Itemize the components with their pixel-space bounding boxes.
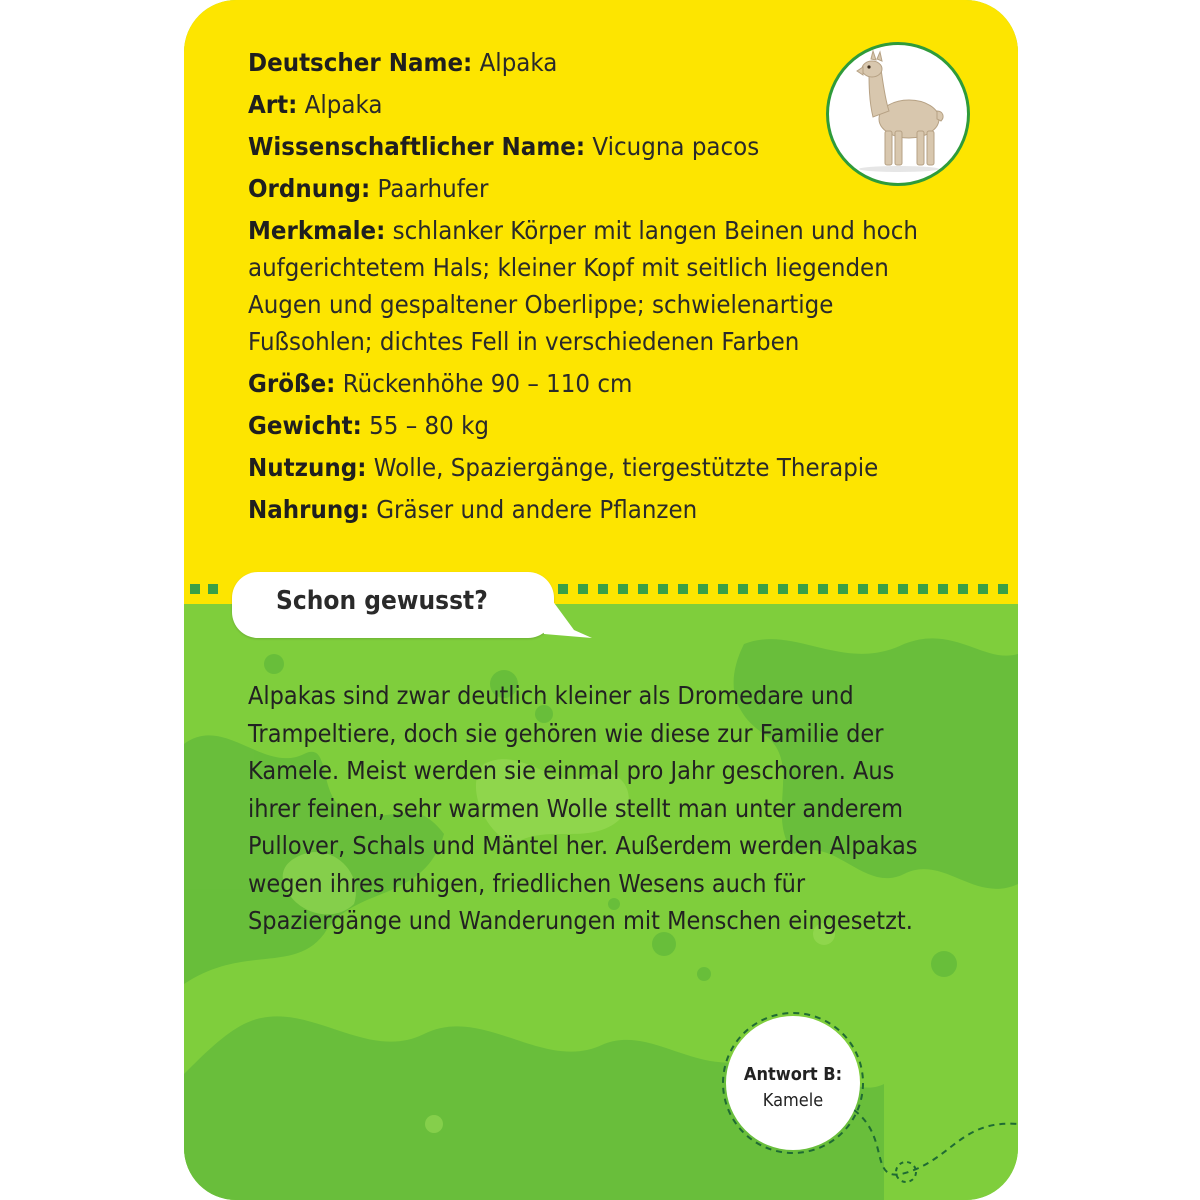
fact-scientific-name — [248, 128, 929, 165]
fact-size — [248, 365, 929, 402]
speech-bubble-tail — [534, 600, 594, 640]
fact-label: Nutzung: — [248, 453, 367, 482]
alpaca-icon — [829, 45, 967, 183]
fact-use — [248, 449, 929, 486]
fact-label: Nahrung: — [248, 495, 369, 524]
fact-value: schlanker Körper mit langen Beinen und hoch aufgerichtetem Hals; kleiner Kopf mit seitlich liegenden Augen und gespaltener Oberlippe; schwielenartige Fußsohlen; dichtes Fell in verschiedenen Farben — [248, 216, 918, 356]
callout-title: Schon gewusst? — [276, 586, 488, 616]
animal-card — [184, 0, 1018, 1200]
alpaca-avatar — [826, 42, 970, 186]
answer-value: Kamele — [762, 1090, 824, 1111]
fact-features — [248, 212, 929, 360]
fact-value: Alpaka — [304, 90, 383, 119]
fact-label: Gewicht: — [248, 411, 362, 440]
callout-text: Alpakas sind zwar deutlich kleiner als Dromedare und Trampeltiere, doch sie gehören wie diese zur Familie der Kamele. Meist werden sie einmal pro Jahr geschoren. Aus ihrer feinen, sehr warmen Wolle stellt man unter anderem Pullover, Schals und Mäntel her. Außerdem werden Alpakas wegen ihres ruhigen, friedlichen Wesens auch für Spaziergänge und Wanderungen mit Menschen eingesetzt. — [248, 681, 918, 935]
fact-label: Deutscher Name: — [248, 48, 473, 77]
fact-label: Art: — [248, 90, 298, 119]
fact-weight — [248, 407, 929, 444]
answer-badge — [726, 1016, 860, 1150]
fact-value: Alpaka — [479, 48, 558, 77]
fact-label: Wissenschaftlicher Name: — [248, 132, 586, 161]
fact-german-name — [248, 44, 929, 81]
fact-value: 55 – 80 kg — [369, 411, 490, 440]
fact-value: Gräser und andere Pflanzen — [376, 495, 698, 524]
fact-order — [248, 170, 929, 207]
fact-value: Rückenhöhe 90 – 110 cm — [342, 369, 633, 398]
fact-value: Paarhufer — [377, 174, 489, 203]
fact-label: Merkmale: — [248, 216, 386, 245]
fact-label: Größe: — [248, 369, 336, 398]
answer-label: Antwort B: — [743, 1064, 843, 1085]
fact-value: Vicugna pacos — [592, 132, 760, 161]
fact-value: Wolle, Spaziergänge, tiergestützte Therapie — [373, 453, 879, 482]
fact-food — [248, 491, 929, 528]
fact-label: Ordnung: — [248, 174, 371, 203]
